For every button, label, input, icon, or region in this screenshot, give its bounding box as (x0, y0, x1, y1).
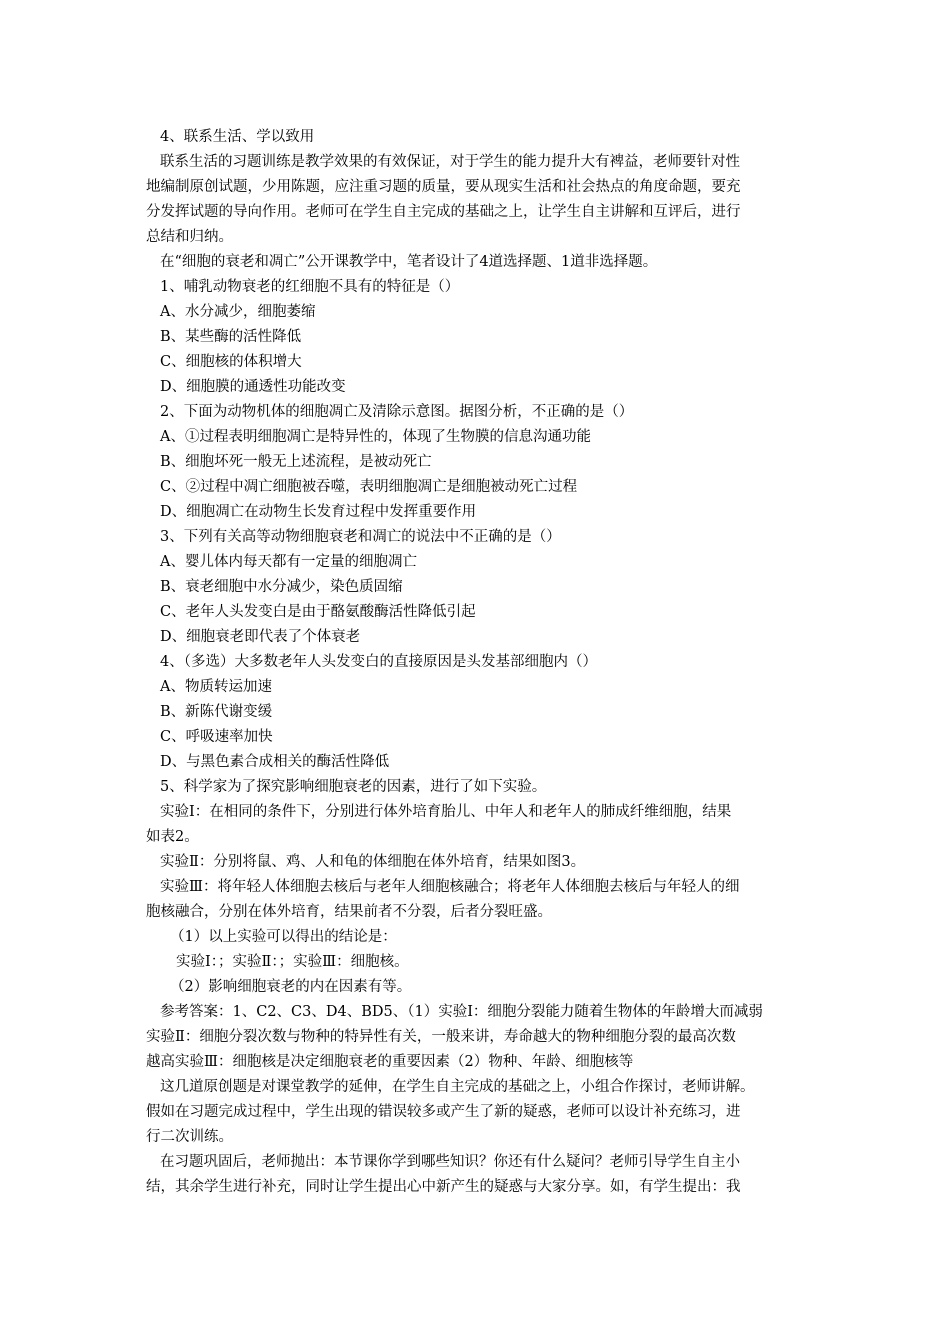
paragraph-line: 分发挥试题的导向作用。老师可在学生自主完成的基础之上，让学生自主讲解和互评后，进行 (146, 204, 741, 220)
answer-line: 参考答案：1、C2、C3、D4、BD5、（1）实验Ⅰ：细胞分裂能力随着生物体的年龄增大而减弱 (160, 1004, 763, 1020)
experiment-line: 实验Ⅲ：将年轻人体细胞去核后与老年人细胞核融合；将老年人体细胞去核后与年轻人的细 (160, 879, 740, 895)
option-line: B、细胞坏死一般无上述流程，是被动死亡 (160, 454, 432, 470)
answer-line: 越高实验Ⅲ：细胞核是决定细胞衰老的重要因素（2）物种、年龄、细胞核等 (146, 1054, 634, 1070)
paragraph-line: 结，其余学生进行补充，同时让学生提出心中新产生的疑惑与大家分享。如，有学生提出：我 (146, 1179, 741, 1195)
paragraph-line: 地编制原创试题，少用陈题，应注重习题的质量，要从现实生活和社会热点的角度命题，要充 (146, 179, 741, 195)
paragraph-line: 总结和归纳。 (146, 229, 233, 245)
sub-question-line: （2）影响细胞衰老的内在因素有等。 (170, 979, 412, 995)
option-line: B、新陈代谢变缓 (160, 704, 273, 720)
experiment-line: 实验Ⅰ：在相同的条件下，分别进行体外培育胎儿、中年人和老年人的肺成纤维细胞，结果 (160, 804, 732, 820)
option-line: D、与黑色素合成相关的酶活性降低 (160, 754, 390, 770)
paragraph-line: 行二次训练。 (146, 1129, 233, 1145)
option-line: A、婴儿体内每天都有一定量的细胞凋亡 (160, 554, 417, 570)
option-line: C、呼吸速率加快 (160, 729, 273, 745)
option-line: A、①过程表明细胞凋亡是特异性的，体现了生物膜的信息沟通功能 (160, 429, 591, 445)
paragraph-line: 联系生活的习题训练是教学效果的有效保证，对于学生的能力提升大有裨益，老师要针对性 (160, 154, 740, 170)
experiment-line: 实验Ⅱ：分别将鼠、鸡、人和龟的体细胞在体外培育，结果如图3。 (160, 854, 586, 870)
option-line: A、物质转运加速 (160, 679, 272, 695)
option-line: C、老年人头发变白是由于酪氨酸酶活性降低引起 (160, 604, 476, 620)
option-line: D、细胞膜的通透性功能改变 (160, 379, 346, 395)
option-line: D、细胞凋亡在动物生长发育过程中发挥重要作用 (160, 504, 477, 520)
experiment-line: 胞核融合，分别在体外培育，结果前者不分裂，后者分裂旺盛。 (146, 904, 552, 920)
option-line: B、衰老细胞中水分减少，染色质固缩 (160, 579, 403, 595)
question-3: 3、下列有关高等动物细胞衰老和凋亡的说法中不正确的是（） (160, 529, 561, 545)
document-body (146, 125, 820, 1200)
question-5: 5、科学家为了探究影响细胞衰老的因素，进行了如下实验。 (160, 779, 547, 795)
question-1: 1、哺乳动物衰老的红细胞不具有的特征是（） (160, 279, 460, 295)
paragraph-line: 在习题巩固后，老师抛出：本节课你学到哪些知识？你还有什么疑问？老师引导学生自主小 (160, 1154, 740, 1170)
option-line: D、细胞衰老即代表了个体衰老 (160, 629, 361, 645)
option-line: A、水分减少，细胞萎缩 (160, 304, 316, 320)
paragraph-line: 这几道原创题是对课堂教学的延伸，在学生自主完成的基础之上，小组合作探讨，老师讲解。 (160, 1079, 755, 1095)
option-line: B、某些酶的活性降低 (160, 329, 302, 345)
experiment-line: 如表2。 (146, 829, 199, 845)
question-4: 4、（多选）大多数老年人头发变白的直接原因是头发基部细胞内（） (160, 654, 597, 670)
section-heading: 4、联系生活、学以致用 (160, 129, 315, 145)
option-line: C、②过程中凋亡细胞被吞噬，表明细胞凋亡是细胞被动死亡过程 (160, 479, 578, 495)
paragraph-line: 假如在习题完成过程中，学生出现的错误较多或产生了新的疑惑，老师可以设计补充练习，进 (146, 1104, 741, 1120)
sub-question-line: （1）以上实验可以得出的结论是： (170, 929, 397, 945)
option-line: C、细胞核的体积增大 (160, 354, 302, 370)
answer-line: 实验Ⅱ：细胞分裂次数与物种的特异性有关，一般来讲，寿命越大的物种细胞分裂的最高次数 (146, 1029, 736, 1045)
paragraph-line: 在“细胞的衰老和凋亡”公开课教学中，笔者设计了4道选择题、1道非选择题。 (160, 254, 658, 270)
question-2: 2、下面为动物机体的细胞凋亡及清除示意图。据图分析，不正确的是（） (160, 404, 634, 420)
sub-question-line: 实验Ⅰ：；实验Ⅱ：；实验Ⅲ：细胞核。 (176, 954, 409, 970)
